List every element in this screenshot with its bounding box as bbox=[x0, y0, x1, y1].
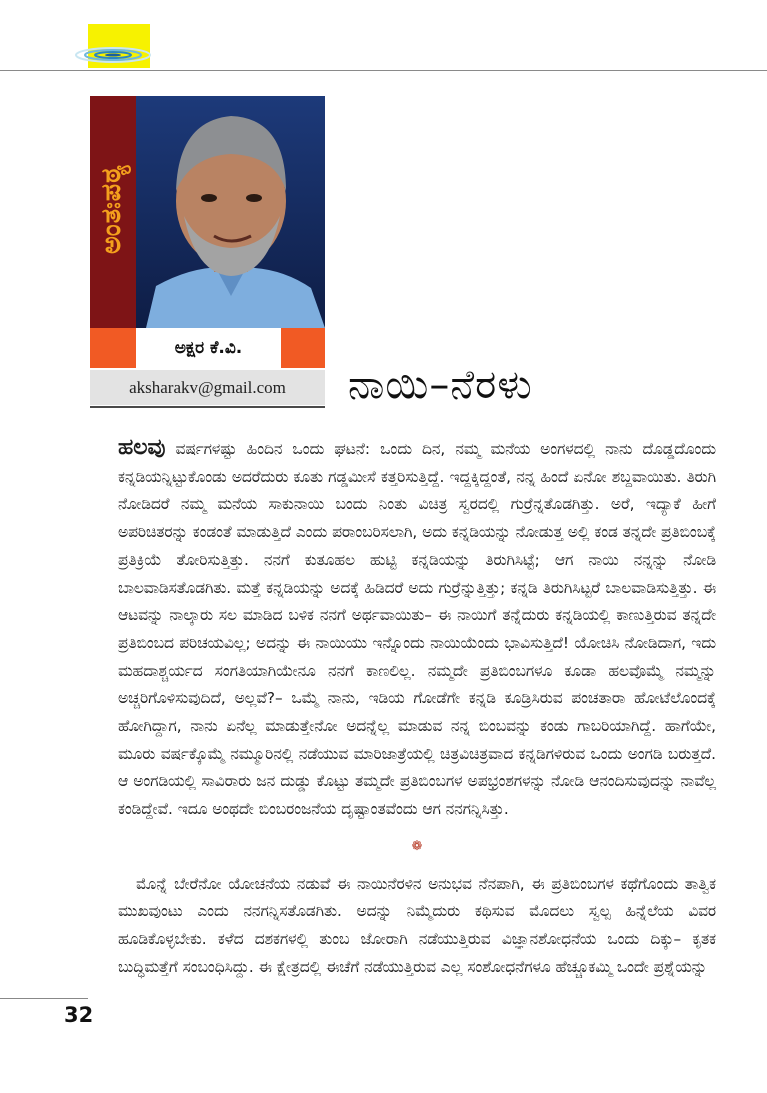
author-email[interactable]: aksharakv@gmail.com bbox=[90, 370, 325, 405]
email-rule bbox=[90, 406, 325, 408]
paragraph bbox=[118, 434, 716, 824]
page-number: 32 bbox=[64, 1003, 94, 1027]
paragraph-text: ವರ್ಷಗಳಷ್ಟು ಹಿಂದಿನ ಒಂದು ಘಟನೆ: ಒಂದು ದಿನ, ನಮ್ಮ ಮನೆಯ ಅಂಗಳದಲ್ಲಿ ನಾನು ದೊಡ್ಡದೊಂದು ಕನ್ನಡಿಯನ್ನಿಟ್ಟುಕೊಂಡು ಅದರೆದುರು ಕೂತು ಗಡ್ಡಮೀಸೆ ಕತ್ತರಿಸುತ್ತಿದ್ದೆ. ಇದ್ದಕ್ಕಿದ್ದಂತೆ, ನನ್ನ ಹಿಂದೆ ಏನೋ ಶಬ್ದವಾಯಿತು. ತಿರುಗಿ ನೋಡಿದರೆ ನಮ್ಮ ಮನೆಯ ಸಾಕುನಾಯಿ ಬಂದು ನಿಂತು ವಿಚಿತ್ರ ಸ್ವರದಲ್ಲಿ ಗುರ್ರೆನ್ನತೊಡಗಿತ್ತು. ಅರೆ, ಇದ್ಯಾಕೆ ಹೀಗೆ ಅಪರಿಚಿತರನ್ನು ಕಂಡಂತೆ ಮಾಡುತ್ತಿದೆ ಎಂದು ಪರಾಂಬರಿಸಲಾಗಿ, ಅದು ಕನ್ನಡಿಯನ್ನು ನೋಡುತ್ತ ಅಲ್ಲಿ ಕಂಡ ತನ್ನದೇ ಪ್ರತಿಬಿಂಬಕ್ಕೆ ಪ್ರತಿಕ್ರಿಯೆ ತೋರಿಸುತ್ತಿತ್ತು. ನನಗೆ ಕುತೂಹಲ ಹುಟ್ಟಿ ಕನ್ನಡಿಯನ್ನು ತಿರುಗಿಸಿಟ್ಟೆ; ಆಗ ನಾಯಿ ನನ್ನನ್ನು ನೋಡಿ ಬಾಲವಾಡಿಸತೊಡಗಿತು. ಮತ್ತೆ ಕನ್ನಡಿಯನ್ನು ಅದಕ್ಕೆ ಹಿಡಿದರೆ ಅದು ಗುರ್ರೆನ್ನುತ್ತಿತ್ತು; ಕನ್ನಡಿ ತಿರುಗಿಸಿಟ್ಟರೆ ಬಾಲವಾಡಿಸುತ್ತಿತ್ತು. ಈ ಆಟವನ್ನು ನಾಲ್ಕಾರು ಸಲ ಮಾಡಿದ ಬಳಿಕ ನನಗೆ ಅರ್ಥವಾಯಿತು– ಈ ನಾಯಿಗೆ ತನ್ನೆದುರು ಕನ್ನಡಿಯಲ್ಲಿ ಕಾಣುತ್ತಿರುವ ತನ್ನದೇ ಪ್ರತಿಬಿಂಬದ ಪರಿಚಯವಿಲ್ಲ; ಅದನ್ನು ಈ ನಾಯಿಯು ಇನ್ನೊಂದು ನಾಯಿಯೆಂದು ಭಾವಿಸುತ್ತಿದೆ! ಯೋಚಿಸಿ ನೋಡಿದಾಗ, ಇದು ಮಹದಾಶ್ಚರ್ಯದ ಸಂಗತಿಯಾಗಿಯೇನೂ ನನಗೆ ಕಾಣಲಿಲ್ಲ. ನಮ್ಮದೇ ಪ್ರತಿಬಿಂಬಗಳೂ ಕೂಡಾ ಹಲವೊಮ್ಮೆ ನಮ್ಮನ್ನು ಅಚ್ಚರಿಗೊಳಿಸುವುದಿದೆ, ಅಲ್ಲವೆ?– ಒಮ್ಮೆ ನಾನು, ಇಡಿಯ ಗೋಡೆಗೇ ಕನ್ನಡಿ ಕೂಡ್ರಿಸಿರುವ ಪಂಚತಾರಾ ಹೋಟೆಲೊಂದಕ್ಕೆ ಹೋಗಿದ್ದಾಗ, ನಾನು ಏನೆಲ್ಲ ಮಾಡುತ್ತೇನೋ ಅದನ್ನೆಲ್ಲ ಮಾಡುವ ನನ್ನ ಬಿಂಬವನ್ನು ಕಂಡು ಗಾಬರಿಯಾಗಿದ್ದೆ. ಹಾಗೆಯೇ, ಮೂರು ವರ್ಷಕ್ಕೊಮ್ಮೆ ನಮ್ಮೂರಿನಲ್ಲಿ ನಡೆಯುವ ಮಾರಿಜಾತ್ರೆಯಲ್ಲಿ ಚಿತ್ರವಿಚಿತ್ರವಾದ ಕನ್ನಡಿಗಳಿರುವ ಒಂದು ಅಂಗಡಿ ಬರುತ್ತದೆ. ಆ ಅಂಗಡಿಯಲ್ಲಿ ಸಾವಿರಾರು ಜನ ದುಡ್ಡು ಕೊಟ್ಟು ತಮ್ಮದೇ ಪ್ರತಿಬಿಂಬಗಳ ಅಪಭ್ರಂಶಗಳನ್ನು ನೋಡಿ ಆನಂದಿಸುವುದನ್ನು ನಾವೆಲ್ಲ ಕಂಡಿದ್ದೇವೆ. ಇದೂ ಅಂಥದೇ ಬಿಂಬರಂಜನೆಯ ದೃಷ್ಟಾಂತವೆಂದು ಆಗ ನನಗನ್ನಿಸಿತ್ತು. bbox=[118, 440, 716, 819]
article-title: ನಾಯಿ–ನೆರಳು bbox=[348, 362, 533, 408]
author-portrait bbox=[136, 96, 325, 328]
ripple-logo-icon bbox=[74, 47, 152, 63]
author-name: ಅಕ್ಷರ ಕೆ.ವಿ. bbox=[136, 328, 281, 368]
section-divider-icon: ❁ bbox=[411, 838, 423, 854]
article-body bbox=[118, 434, 716, 981]
dropcap-word: ಹಲವು bbox=[118, 435, 166, 460]
column-label: ಅಂತಃಪಠ್ಯ bbox=[96, 163, 127, 255]
column-header bbox=[90, 96, 325, 368]
paragraph: ಮೊನ್ನೆ ಬೇರೆನೋ ಯೋಚನೆಯ ನಡುವೆ ಈ ನಾಯಿನೆರಳಿನ ಅನುಭವ ನೆನಪಾಗಿ, ಈ ಪ್ರತಿಬಿಂಬಗಳ ಕಥೆಗೊಂದು ತಾತ್ವಿಕ ಮುಖವುಂಟು ಎಂದು ನನಗನ್ನಿಸತೊಡಗಿತು. ಅದನ್ನು ನಿಮ್ಮೆದುರು ಕಥಿಸುವ ಮೊದಲು ಸ್ವಲ್ಪ ಹಿನ್ನೆಲೆಯ ವಿವರ ಹೂಡಿಕೊಳ್ಳಬೇಕು. ಕಳೆದ ದಶಕಗಳಲ್ಲಿ ತುಂಬ ಜೋರಾಗಿ ನಡೆಯುತ್ತಿರುವ ವಿಜ್ಞಾನಶೋಧನೆಯ ಒಂದು ದಿಕ್ಕು– ಕೃತಕ ಬುದ್ಧಿಮತ್ತೆಗೆ ಸಂಬಂಧಿಸಿದ್ದು. ಈ ಕ್ಷೇತ್ರದಲ್ಲಿ ಈಚೆಗೆ ನಡೆಯುತ್ತಿರುವ ಎಲ್ಲ ಸಂಶೋಧನೆಗಳೂ ಹೆಚ್ಚೂಕಮ್ಮಿ ಒಂದೇ ಪ್ರಶ್ನೆಯನ್ನು bbox=[118, 874, 716, 976]
column-label-band bbox=[90, 96, 136, 328]
footer-rule bbox=[0, 998, 88, 999]
header-rule bbox=[0, 70, 767, 71]
